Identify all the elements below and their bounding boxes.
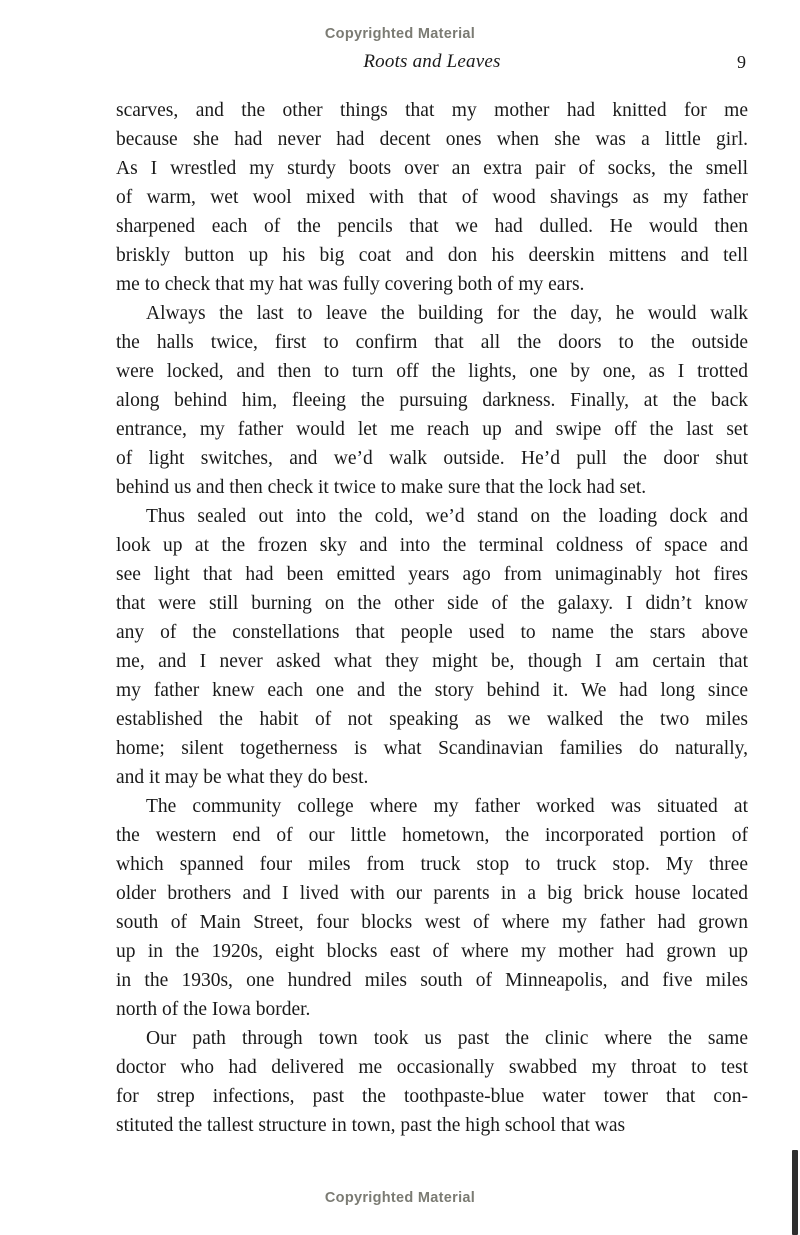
paragraph — [116, 1024, 748, 1140]
text-line: any of the constellations that people used to name the stars above — [116, 622, 748, 643]
text-line: sharpened each of the pencils that we had dulled. He would then — [116, 216, 748, 237]
text-line: briskly button up his big coat and don his deerskin mittens and tell — [116, 245, 748, 266]
paragraph — [116, 299, 748, 502]
text-line: entrance, my father would let me reach up and swipe off the last set — [116, 419, 748, 440]
page-number: 9 — [737, 52, 746, 72]
copyright-watermark-top: Copyrighted Material — [324, 26, 476, 42]
paragraph — [116, 96, 748, 299]
text-line: Thus sealed out into the cold, we’d stand on the loading dock and — [146, 506, 748, 527]
text-line: which spanned four miles from truck stop to truck stop. My three — [116, 854, 748, 875]
text-line: of warm, wet wool mixed with that of wood shavings as my father — [116, 187, 748, 208]
text-line: doctor who had delivered me occasionally swabbed my throat to test — [116, 1057, 748, 1078]
text-line: see light that had been emitted years ago from unimaginably hot fires — [116, 564, 748, 585]
chapter-title: Roots and Leaves — [363, 51, 501, 72]
text-line: because she had never had decent ones when she was a little girl. — [116, 129, 748, 150]
text-line: me, and I never asked what they might be, though I am certain that — [116, 651, 748, 672]
text-line: that were still burning on the other side of the galaxy. I didn’t know — [116, 593, 748, 614]
text-line: As I wrestled my sturdy boots over an extra pair of socks, the smell — [116, 158, 748, 179]
text-line: scarves, and the other things that my mother had knitted for me — [116, 100, 748, 121]
text-line: stituted the tallest structure in town, past the high school that was — [116, 1115, 626, 1136]
text-line: south of Main Street, four blocks west of where my father had grown — [116, 912, 748, 933]
text-line: Our path through town took us past the clinic where the same — [146, 1028, 748, 1049]
text-line: and it may be what they do best. — [116, 767, 369, 788]
text-line: north of the Iowa border. — [116, 999, 311, 1020]
paragraph — [116, 792, 748, 1024]
text-line: for strep infections, past the toothpaste-blue water tower that con- — [116, 1086, 748, 1107]
text-line: home; silent togetherness is what Scandinavian families do naturally, — [116, 738, 748, 759]
paragraph — [116, 502, 748, 792]
text-line: look up at the frozen sky and into the terminal coldness of space and — [116, 535, 748, 556]
text-line: the halls twice, first to confirm that all the doors to the outside — [116, 332, 748, 353]
text-line: behind us and then check it twice to make sure that the lock had set. — [116, 477, 647, 498]
scrollbar-thumb[interactable] — [792, 1150, 798, 1235]
text-line: Always the last to leave the building for the day, he would walk — [146, 303, 748, 324]
body-text — [116, 96, 748, 1140]
text-line: were locked, and then to turn off the lights, one by one, as I trotted — [116, 361, 748, 382]
text-line: The community college where my father worked was situated at — [146, 796, 748, 817]
text-line: in the 1930s, one hundred miles south of Minneapolis, and five miles — [116, 970, 748, 991]
copyright-watermark-bottom: Copyrighted Material — [324, 1190, 476, 1206]
text-line: older brothers and I lived with our parents in a big brick house located — [116, 883, 748, 904]
text-line: established the habit of not speaking as we walked the two miles — [116, 709, 748, 730]
text-line: me to check that my hat was fully covering both of my ears. — [116, 274, 585, 295]
text-line: along behind him, fleeing the pursuing darkness. Finally, at the back — [116, 390, 748, 411]
text-line: the western end of our little hometown, the incorporated portion of — [116, 825, 748, 846]
running-header — [116, 51, 748, 77]
text-line: of light switches, and we’d walk outside. He’d pull the door shut — [116, 448, 748, 469]
text-line: up in the 1920s, eight blocks east of where my mother had grown up — [116, 941, 748, 962]
text-line: my father knew each one and the story behind it. We had long since — [116, 680, 748, 701]
